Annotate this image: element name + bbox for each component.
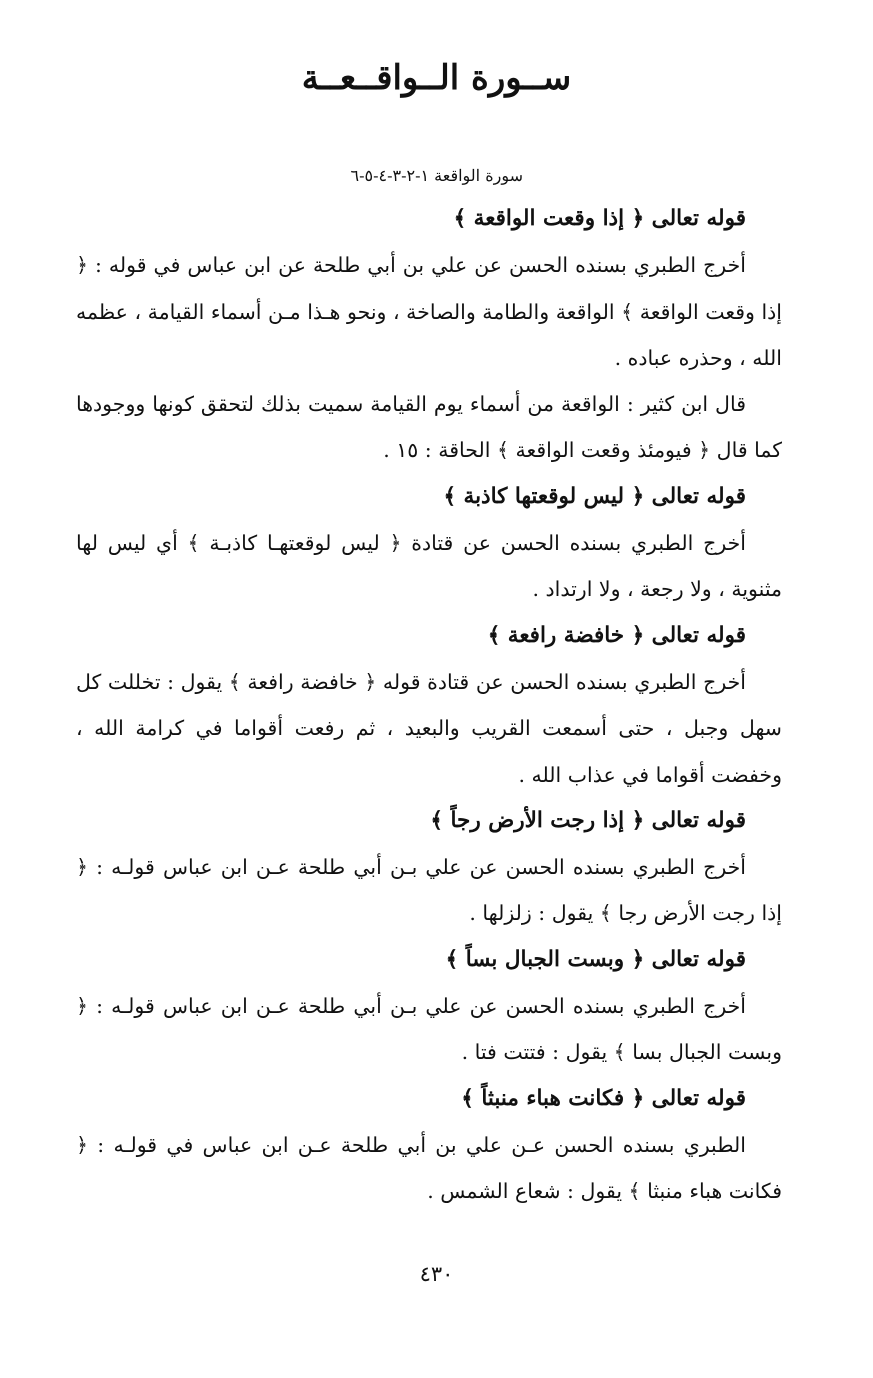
commentary-paragraph: أخرج الطبري بسنده الحسن عن علي بـن أبي طلحة عـن ابن عباس قولـه : ﴿ إذا رجت الأرض رجا ﴾ يقول : زلزلها . — [76, 855, 782, 926]
verse-heading: قوله تعالى ﴿ وبست الجبال بساً ﴾ — [445, 946, 746, 972]
commentary-paragraph: أخرج الطبري بسنده الحسن عن قتادة ﴿ ليس لوقعتهـا كاذبـة ﴾ أي ليس لها مثنوية ، ولا رجعة ، ولا ارتداد . — [76, 531, 782, 602]
commentary-paragraph: أخرج الطبري بسنده الحسن عن علي بن أبي طلحة عن ابن عباس في قوله : ﴿ إذا وقعت الواقعة ﴾ الواقعة والطامة والصاخة ، ونحو هـذا مـن أسماء القيامة ، عظمه الله ، وحذره عباده . — [76, 253, 782, 370]
verse-section — [76, 613, 782, 798]
surah-verse-range: سورة الواقعة ١-٢-٣-٤-٥-٦ — [350, 166, 523, 185]
surah-title: ســورة الــواقــعــة — [301, 58, 572, 98]
commentary-body — [76, 196, 782, 1215]
verse-section — [76, 196, 782, 474]
commentary-paragraph: قال ابن كثير : الواقعة من أسماء يوم القيامة سميت بذلك لتحقق كونها ووجودها كما قال ﴿ فيومئذ وقعت الواقعة ﴾ الحاقة : ١٥ . — [76, 392, 782, 463]
page-number: ٤٣٠ — [419, 1262, 454, 1286]
verse-heading: قوله تعالى ﴿ إذا وقعت الواقعة ﴾ — [453, 206, 746, 231]
verse-heading: قوله تعالى ﴿ فكانت هباء منبثاً ﴾ — [461, 1085, 746, 1111]
verse-heading: قوله تعالى ﴿ خافضة رافعة ﴾ — [487, 622, 746, 648]
verse-heading: قوله تعالى ﴿ ليس لوقعتها كاذبة ﴾ — [443, 483, 746, 509]
commentary-paragraph: أخرج الطبري بسنده الحسن عن قتادة قوله ﴿ خافضة رافعة ﴾ يقول : تخللت كل سهل وجبل ، حتى أسمعت القريب والبعيد ، ثم رفعت أقواما في كرامة الله ، وخفضت أقواما في عذاب الله . — [76, 669, 782, 787]
commentary-paragraph: أخرج الطبري بسنده الحسن عن علي بـن أبي طلحة عـن ابن عباس قولـه : ﴿ وبست الجبال بسا ﴾ يقول : فتتت فتا . — [76, 994, 782, 1065]
verse-section — [76, 937, 782, 1076]
verse-section — [76, 798, 782, 937]
verse-section — [76, 474, 782, 613]
commentary-paragraph: الطبري بسنده الحسن عـن علي بن أبي طلحة عـن ابن عباس في قولـه : ﴿ فكانت هباء منبثا ﴾ يقول : شعاع الشمس . — [76, 1132, 782, 1204]
verse-section — [76, 1076, 782, 1215]
verse-heading: قوله تعالى ﴿ إذا رجت الأرض رجاً ﴾ — [430, 807, 746, 833]
